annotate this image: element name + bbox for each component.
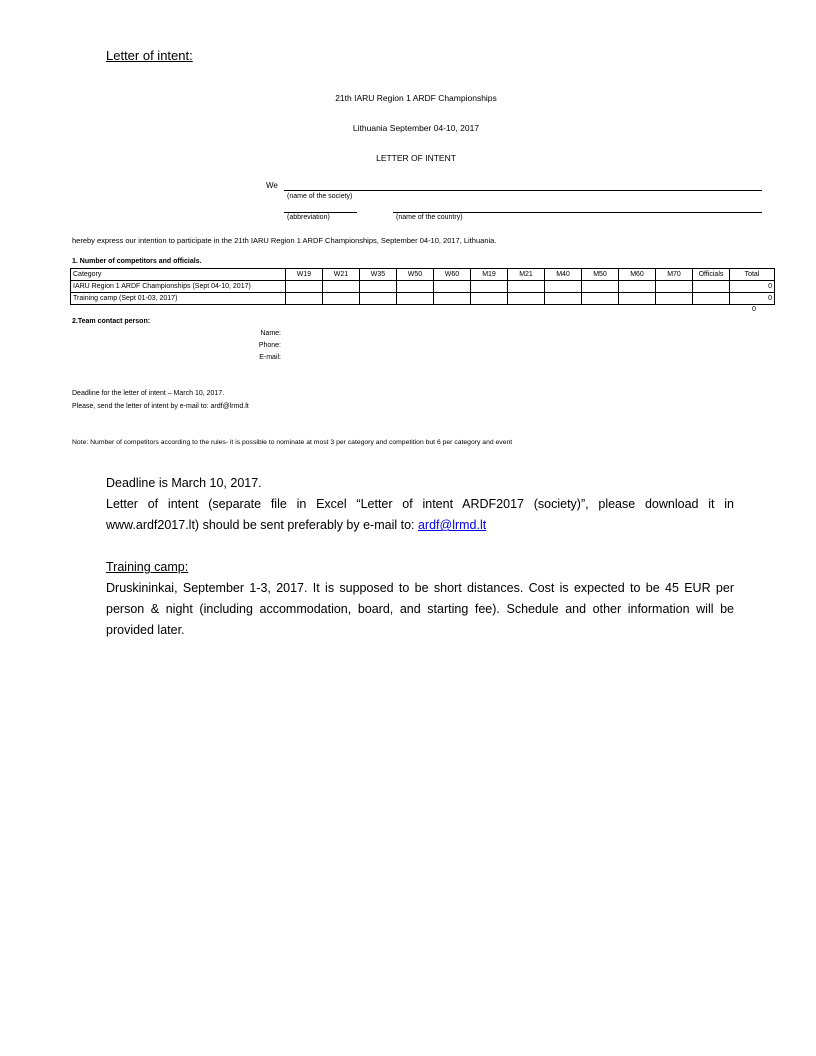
header-w21: W21 bbox=[323, 269, 360, 281]
table-cell[interactable] bbox=[471, 293, 508, 305]
competitors-table bbox=[70, 268, 775, 305]
header-m70: M70 bbox=[656, 269, 693, 281]
form-doc-title: LETTER OF INTENT bbox=[376, 153, 456, 163]
header-w35: W35 bbox=[360, 269, 397, 281]
deadline-text: Deadline is March 10, 2017. bbox=[106, 476, 262, 490]
table-cell[interactable] bbox=[656, 293, 693, 305]
header-w19: W19 bbox=[286, 269, 323, 281]
society-line[interactable] bbox=[284, 190, 762, 191]
header-m19: M19 bbox=[471, 269, 508, 281]
table-cell[interactable] bbox=[286, 281, 323, 293]
table-header-row bbox=[71, 269, 775, 281]
table-cell[interactable] bbox=[619, 281, 656, 293]
letter-text: Letter of intent (separate file in Excel “Letter of intent ARDF2017 (society)”, please download it in www.ardf2017.lt) should be sent preferably by e-mail to: bbox=[106, 497, 734, 532]
note-text: Note: Number of competitors according to the rules- it is possible to nominate at most 3 per category and competition but 6 per category and event bbox=[72, 439, 513, 446]
table-cell[interactable] bbox=[434, 293, 471, 305]
grand-total: 0 bbox=[752, 306, 756, 313]
email-link[interactable]: ardf@lrmd.lt bbox=[417, 518, 487, 532]
table-cell[interactable] bbox=[360, 281, 397, 293]
country-label: (name of the country) bbox=[396, 214, 463, 221]
row-category: Training camp (Sept 01-03, 2017) bbox=[71, 293, 286, 305]
spacer bbox=[106, 536, 734, 557]
table-cell[interactable] bbox=[397, 293, 434, 305]
table-cell[interactable] bbox=[693, 293, 730, 305]
send-line: Please, send the letter of intent by e-mail to: ardf@lrmd.lt bbox=[72, 403, 249, 410]
table-cell[interactable] bbox=[323, 293, 360, 305]
training-text: Druskininkai, September 1-3, 2017. It is supposed to be short distances. Cost is expected to be 45 EUR per person & night (including accommodation, board, and starting fee). Schedule and other information will be provided later. bbox=[106, 581, 734, 637]
abbreviation-line[interactable] bbox=[284, 212, 357, 213]
table-cell[interactable] bbox=[693, 281, 730, 293]
country-line[interactable] bbox=[393, 212, 762, 213]
header-m60: M60 bbox=[619, 269, 656, 281]
we-label: We bbox=[266, 181, 278, 190]
section2-heading: 2.Team contact person: bbox=[72, 318, 151, 325]
deadline-line: Deadline for the letter of intent – March 10, 2017. bbox=[72, 390, 225, 397]
contact-phone-label: Phone: bbox=[258, 342, 281, 349]
body-section bbox=[106, 473, 734, 641]
table-cell[interactable] bbox=[582, 281, 619, 293]
header-w50: W50 bbox=[397, 269, 434, 281]
header-m50: M50 bbox=[582, 269, 619, 281]
intent-text: hereby express our intention to participate in the 21th IARU Region 1 ARDF Championships, September 04-10, 2017, Lithuania. bbox=[72, 236, 497, 245]
table-row bbox=[71, 293, 775, 305]
society-label: (name of the society) bbox=[287, 193, 353, 200]
letter-paragraph bbox=[106, 494, 734, 536]
row-category: IARU Region 1 ARDF Championships (Sept 04-10, 2017) bbox=[71, 281, 286, 293]
table-cell[interactable] bbox=[286, 293, 323, 305]
table-cell[interactable] bbox=[582, 293, 619, 305]
table-cell[interactable] bbox=[545, 293, 582, 305]
header-m40: M40 bbox=[545, 269, 582, 281]
section1-heading: 1. Number of competitors and officials. bbox=[72, 258, 202, 265]
table-cell[interactable] bbox=[656, 281, 693, 293]
header-w60: W60 bbox=[434, 269, 471, 281]
contact-name-label: Name: bbox=[260, 330, 281, 337]
table-cell[interactable] bbox=[471, 281, 508, 293]
header-total: Total bbox=[730, 269, 775, 281]
header-category: Category bbox=[71, 269, 286, 281]
table-cell[interactable] bbox=[619, 293, 656, 305]
training-heading: Training camp: bbox=[106, 560, 189, 574]
table-cell[interactable] bbox=[508, 293, 545, 305]
table-cell[interactable] bbox=[545, 281, 582, 293]
form-subtitle: Lithuania September 04-10, 2017 bbox=[352, 123, 480, 133]
table-cell[interactable] bbox=[508, 281, 545, 293]
table-cell[interactable] bbox=[360, 293, 397, 305]
abbreviation-label: (abbreviation) bbox=[287, 214, 330, 221]
table-cell[interactable] bbox=[323, 281, 360, 293]
row-total: 0 bbox=[730, 281, 775, 293]
table-cell[interactable] bbox=[397, 281, 434, 293]
table-row bbox=[71, 281, 775, 293]
header-officials: Officials bbox=[693, 269, 730, 281]
page-heading: Letter of intent: bbox=[106, 48, 193, 63]
header-m21: M21 bbox=[508, 269, 545, 281]
row-total: 0 bbox=[730, 293, 775, 305]
form-title: 21th IARU Region 1 ARDF Championships bbox=[335, 93, 497, 103]
table-cell[interactable] bbox=[434, 281, 471, 293]
contact-email-label: E-mail: bbox=[259, 354, 281, 361]
